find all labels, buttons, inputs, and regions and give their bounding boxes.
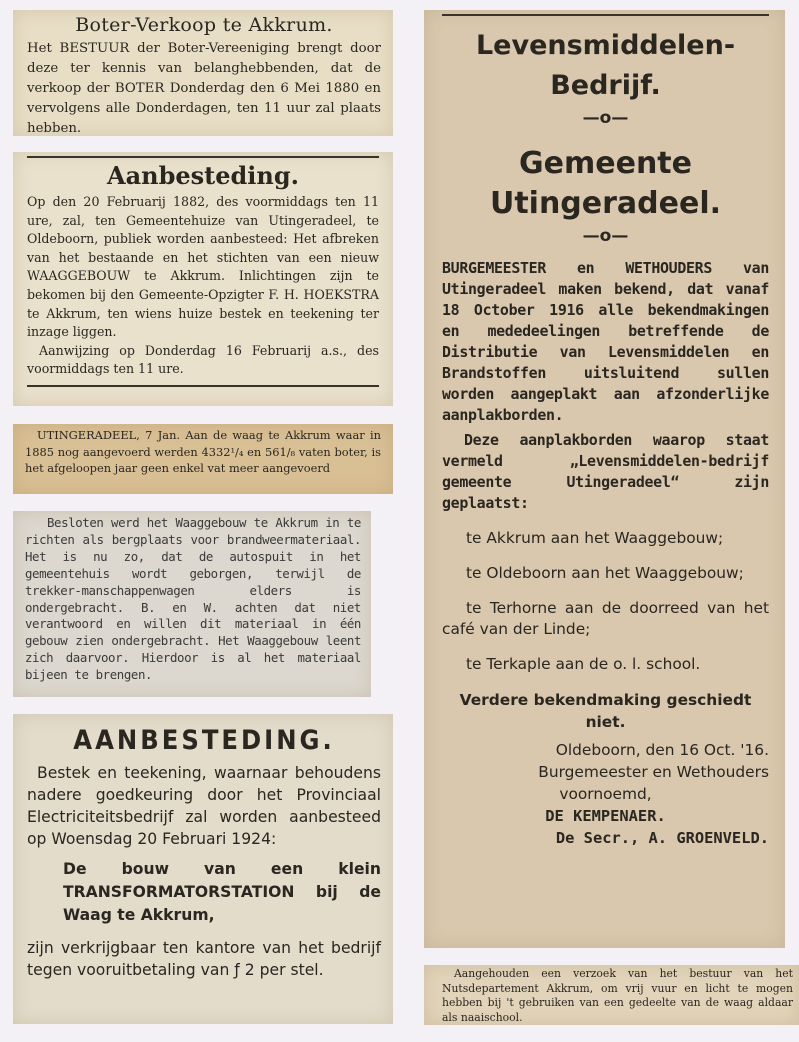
clipping-aanbesteding-1882 bbox=[13, 152, 393, 406]
clipping-utingeradeel-waag bbox=[13, 424, 393, 494]
rule-divider bbox=[27, 385, 379, 387]
clipping-body: Bestek en teekening, waarnaar behoudens nadere goedkeuring door het Provinciaal Electriciteitsbedrijf zal worden aanbesteed op Woensdag 20 Februari 1924: bbox=[27, 764, 381, 848]
signature-name: DE KEMPENAER. bbox=[545, 807, 666, 825]
clipping-body-secondary: zijn verkrijgbaar ten kantore van het bedrijf tegen vooruitbetaling van ƒ 2 per stel. bbox=[27, 939, 381, 979]
signature-line: Burgemeester en Wethouders bbox=[538, 763, 769, 781]
clipping-levensmiddelen-bedrijf bbox=[424, 10, 785, 948]
separator: —o— bbox=[582, 226, 629, 246]
clipping-title: AANBESTEDING. bbox=[73, 725, 335, 756]
clipping-body: Het BESTUUR der Boter-Vereeniging brengt door deze ter kennis van belanghebbenden, dat de verkoop der BOTER Donderdag den 6 Mei 1880 en vervolgens alle Donderdagen, ten 11 uur zal plaats hebben. bbox=[27, 41, 381, 136]
clipping-body-secondary: Aanwijzing op Donderdag 16 Februarij a.s., des voormiddags ten 11 ure. bbox=[27, 342, 379, 377]
rule-divider bbox=[442, 14, 769, 16]
location-item: te Terhorne aan de doorreed van het café van der Linde; bbox=[442, 599, 769, 638]
location-item: te Akkrum aan het Waaggebouw; bbox=[466, 529, 724, 547]
separator: —o— bbox=[582, 108, 629, 128]
dateline: Oldeboorn, den 16 Oct. '16. bbox=[555, 741, 769, 759]
clipping-boter-verkoop bbox=[13, 10, 393, 136]
clipping-highlight: De bouw van een klein TRANSFORMATORSTATION bij de Waag te Akkrum, bbox=[63, 860, 381, 924]
clipping-title: Boter-Verkoop te Akkrum. bbox=[75, 14, 333, 36]
signature-line: voornoemd, bbox=[559, 785, 652, 803]
clipping-body: Aangehouden een verzoek van het bestuur van het Nutsdepartement Akkrum, om vrij vuur en licht te mogen hebben bij 't gebruiken van een gedeelte van de waag aldaar als naaischool. bbox=[442, 967, 793, 1024]
closing-note: Verdere bekendmaking geschiedt niet. bbox=[459, 691, 752, 731]
clipping-body-secondary: Deze aanplakborden waarop staat vermeld „Levensmiddelen-bedrijf gemeente Utingeradeel“ zijn geplaatst: bbox=[442, 431, 769, 512]
clipping-body: Besloten werd het Waaggebouw te Akkrum in te richten als bergplaats voor brandweermateriaal. Het is nu zo, dat de autospuit in het gemeentehuis wordt geborgen, terwijl de trekker-manschappenwagen elders is ondergebracht. B. en W. achten dat niet verantwoord en willen dit materiaal in één gebouw zien ondergebracht. Het Waaggebouw leent zich daarvoor. Hierdoor is al het materiaal bijeen te brengen. bbox=[25, 515, 361, 683]
clipping-body: Op den 20 Februarij 1882, des voormiddags ten 11 ure, zal, ten Gemeentehuize van Utingeradeel, te Oldeboorn, publiek worden aanbesteed: Het afbreken van het bestaande en het stichten van een nieuw WAAGGEBOUW te Akkrum. Inlichtingen zijn te bekomen bij den Gemeente-Opzigter F. H. HOEKSTRA te Akkrum, ten wiens huize bestek en teekening ter inzage liggen. bbox=[27, 194, 379, 340]
clipping-title: Aanbesteding. bbox=[27, 156, 379, 192]
clipping-body: BURGEMEESTER en WETHOUDERS van Utingeradeel maken bekend, dat vanaf 18 October 1916 alle bekendmakingen en mededeelingen betreffende de Distributie van Levensmiddelen en Brandstoffen uitsluitend sullen worden aangeplakt aan afzonderlijke aanplakborden. bbox=[442, 259, 769, 424]
clipping-body: UTINGERADEEL, 7 Jan. Aan de waag te Akkrum waar in 1885 nog aangevoerd werden 4332¹/₄ en 561/₈ vaten boter, is het afgeloopen jaar geen enkel vat meer aangevoerd bbox=[25, 428, 381, 475]
clipping-aanbesteding-1924 bbox=[13, 714, 393, 1024]
clipping-besloten-brandweer bbox=[13, 511, 371, 697]
clipping-nutsdepartement bbox=[424, 965, 799, 1025]
location-item: te Terkaple aan de o. l. school. bbox=[466, 655, 701, 673]
clipping-title: Levensmiddelen-Bedrijf. bbox=[475, 30, 736, 101]
signature-secretary: De Secr., A. GROENVELD. bbox=[555, 829, 769, 847]
clipping-subtitle: Gemeente Utingeradeel. bbox=[489, 146, 722, 221]
location-item: te Oldeboorn aan het Waaggebouw; bbox=[466, 564, 744, 582]
